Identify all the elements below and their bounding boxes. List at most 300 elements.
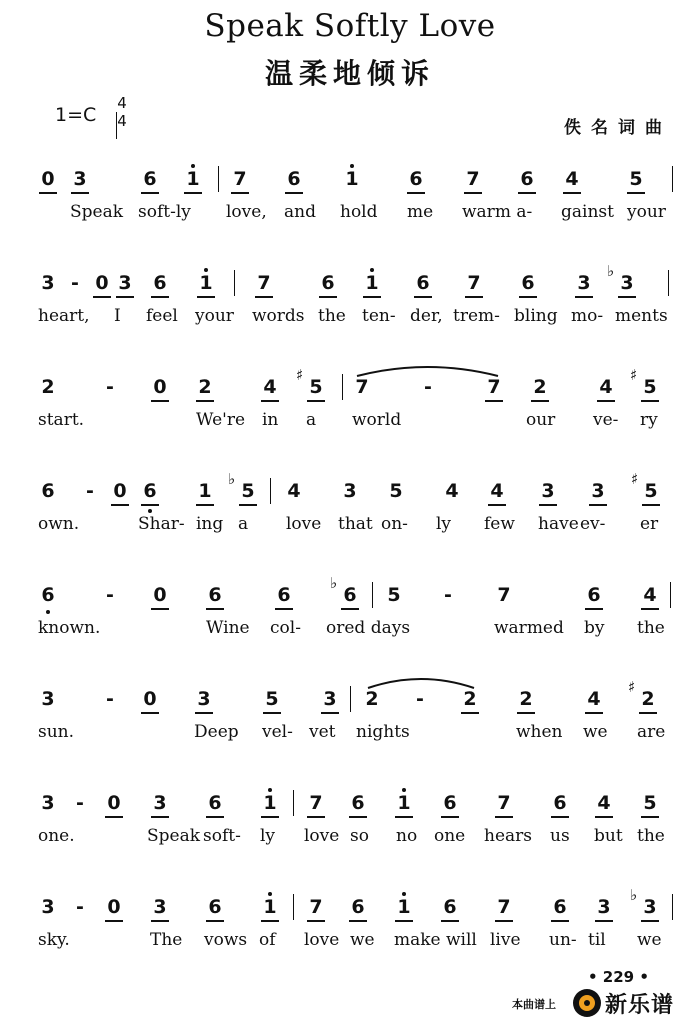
note-underline [349, 816, 367, 818]
note-underline [263, 712, 281, 714]
note: 3 [118, 272, 132, 294]
note-underline [395, 816, 413, 818]
lyric-syllable: we [637, 930, 662, 950]
note: 6 [553, 792, 567, 814]
note: 4 [599, 376, 613, 398]
note-underline [465, 296, 483, 298]
note-underline [105, 920, 123, 922]
lyric-syllable: er [640, 514, 659, 534]
note-underline [531, 400, 549, 402]
dash-extension: - [106, 688, 114, 710]
lyric-syllable: I [114, 306, 121, 326]
note-underline [239, 504, 257, 506]
note: 1 [263, 896, 277, 918]
note-underline [255, 296, 273, 298]
lyric-syllable: hears [484, 826, 532, 846]
note: 2 [519, 688, 533, 710]
note: 3 [541, 480, 555, 502]
lyric-syllable: we [583, 722, 608, 742]
note: 5 [643, 376, 657, 398]
note: 0 [95, 272, 109, 294]
note: 5 [643, 792, 657, 814]
note-underline [105, 816, 123, 818]
note-underline [275, 608, 293, 610]
lyric-syllable: are [637, 722, 666, 742]
lyric-syllable: sky. [38, 930, 70, 950]
note-underline [517, 712, 535, 714]
note: 3 [73, 168, 87, 190]
lyric-syllable: bling [514, 306, 558, 326]
note-underline [206, 920, 224, 922]
note: 6 [553, 896, 567, 918]
flat-icon: ♭ [228, 470, 236, 488]
note: 0 [41, 168, 55, 190]
note: 7 [466, 168, 480, 190]
time-signature [115, 94, 129, 130]
note-underline [563, 192, 581, 194]
octave-dot-high [191, 164, 195, 168]
site-logo: 新乐谱 [605, 993, 675, 1018]
note-underline [319, 296, 337, 298]
note: 1 [397, 896, 411, 918]
lyric-syllable: heart, [38, 306, 90, 326]
note-underline [641, 816, 659, 818]
flat-icon: ♭ [330, 574, 338, 592]
note: 0 [153, 376, 167, 398]
note-underline [151, 296, 169, 298]
note: 3 [591, 480, 605, 502]
lyric-syllable: we [350, 930, 375, 950]
note-underline [93, 296, 111, 298]
note-underline [485, 400, 503, 402]
lyric-syllable: vet [309, 722, 336, 742]
dash-extension: - [86, 480, 94, 502]
lyric-syllable: warm a- [462, 202, 533, 222]
note-underline [307, 920, 325, 922]
note: 6 [351, 896, 365, 918]
note-underline [641, 920, 659, 922]
note-underline [518, 192, 536, 194]
note: 6 [208, 896, 222, 918]
flat-icon: ♭ [607, 262, 615, 280]
song-title-chinese: 温柔地倾诉 [264, 57, 435, 90]
note: 2 [463, 688, 477, 710]
lyric-syllable: Speak [147, 826, 201, 846]
octave-dot-high [370, 268, 374, 272]
lyric-syllable: own. [38, 514, 80, 534]
lyric-syllable: of [259, 930, 276, 950]
note-underline [551, 920, 569, 922]
lyric-syllable: the [637, 826, 665, 846]
tie-arc [355, 364, 500, 378]
note-underline [307, 816, 325, 818]
note: 2 [533, 376, 547, 398]
note: 2 [198, 376, 212, 398]
sharp-icon: ♯ [296, 366, 304, 384]
note: 6 [443, 896, 457, 918]
note: 4 [490, 480, 504, 502]
note-underline [488, 504, 506, 506]
lyric-syllable: soft- [203, 826, 241, 846]
score-line [0, 792, 700, 882]
lyric-syllable: one [434, 826, 466, 846]
note-underline [495, 920, 513, 922]
lyric-syllable: der, [410, 306, 443, 326]
note: 3 [343, 480, 357, 502]
note-underline [141, 192, 159, 194]
note: 6 [520, 168, 534, 190]
note-underline [151, 816, 169, 818]
note: 6 [41, 480, 55, 502]
note: 3 [153, 792, 167, 814]
score-line [0, 168, 700, 258]
octave-dot-low [46, 610, 50, 614]
sharp-icon: ♯ [630, 366, 638, 384]
lyric-syllable: love [304, 826, 340, 846]
lyric-syllable: few [484, 514, 515, 534]
note: 6 [409, 168, 423, 190]
note-underline [585, 712, 603, 714]
note-underline [261, 920, 279, 922]
note-underline [407, 192, 425, 194]
note: 4 [287, 480, 301, 502]
bar-line [670, 582, 671, 608]
dash-extension: - [424, 376, 432, 398]
note-underline [39, 192, 57, 194]
note-underline [414, 296, 432, 298]
note-underline [618, 296, 636, 298]
score-line [0, 470, 700, 570]
score-line [0, 574, 700, 674]
dash-extension: - [71, 272, 79, 294]
tie-arc [366, 676, 476, 690]
note-underline [341, 608, 359, 610]
note: 6 [587, 584, 601, 606]
note: 6 [208, 584, 222, 606]
note: 3 [597, 896, 611, 918]
lyric-syllable: your [627, 202, 666, 222]
bar-line [668, 270, 669, 296]
lyric-syllable: words [252, 306, 305, 326]
note: 6 [351, 792, 365, 814]
lyric-syllable: ve- [593, 410, 619, 430]
note: 3 [577, 272, 591, 294]
octave-dot-high [402, 892, 406, 896]
lyric-syllable: ly [436, 514, 452, 534]
note-underline [184, 192, 202, 194]
note: 7 [309, 896, 323, 918]
note: 5 [387, 584, 401, 606]
lyric-syllable: ly [260, 826, 276, 846]
octave-dot-high [268, 788, 272, 792]
note-underline [196, 504, 214, 506]
bar-line [293, 790, 294, 816]
note: 5 [309, 376, 323, 398]
note-underline [551, 816, 569, 818]
dash-extension: - [106, 376, 114, 398]
dash-extension: - [444, 584, 452, 606]
logo-disc-icon [572, 988, 602, 1018]
note: 6 [343, 584, 357, 606]
note: 5 [389, 480, 403, 502]
note: 1 [199, 272, 213, 294]
note: 3 [643, 896, 657, 918]
score-line [0, 262, 700, 362]
note: 7 [497, 792, 511, 814]
lyric-syllable: a [238, 514, 249, 534]
lyric-syllable: no [396, 826, 418, 846]
lyric-syllable: The [150, 930, 183, 950]
lyric-syllable: so [350, 826, 369, 846]
dash-extension: - [106, 584, 114, 606]
note: 0 [143, 688, 157, 710]
lyric-syllable: and [284, 202, 316, 222]
note: 7 [257, 272, 271, 294]
note: 7 [355, 376, 369, 398]
note: 3 [620, 272, 634, 294]
lyric-syllable: our [526, 410, 556, 430]
note: 6 [143, 480, 157, 502]
note-underline [141, 712, 159, 714]
note: 6 [208, 792, 222, 814]
note: 1 [263, 792, 277, 814]
lyric-syllable: soft-ly [138, 202, 191, 222]
note-underline [585, 608, 603, 610]
lyric-syllable: the [637, 618, 665, 638]
lyric-syllable: a [306, 410, 317, 430]
bar-line [342, 374, 343, 400]
note: 4 [643, 584, 657, 606]
note-underline [197, 296, 215, 298]
note: 0 [107, 896, 121, 918]
note: 3 [41, 272, 55, 294]
lyric-syllable: vel- [262, 722, 293, 742]
note: 6 [416, 272, 430, 294]
octave-dot-high [204, 268, 208, 272]
note: 4 [565, 168, 579, 190]
lyric-syllable: ev- [580, 514, 606, 534]
score-line [0, 366, 700, 466]
note-underline [642, 504, 660, 506]
lyric-syllable: love [286, 514, 322, 534]
note-underline [151, 920, 169, 922]
lyric-syllable: us [550, 826, 570, 846]
lyric-syllable: sun. [38, 722, 75, 742]
bar-line [218, 166, 219, 192]
note: 0 [153, 584, 167, 606]
note-underline [495, 816, 513, 818]
note: 6 [41, 584, 55, 606]
composer-credit: 佚名词曲 [564, 118, 672, 138]
lyric-syllable: but [594, 826, 623, 846]
note-underline [116, 296, 134, 298]
time-top: 4 [117, 94, 127, 112]
lyric-syllable: vows [204, 930, 248, 950]
lyric-syllable: that [338, 514, 373, 534]
note: 2 [641, 688, 655, 710]
lyric-syllable: Shar- [138, 514, 185, 534]
note: 3 [323, 688, 337, 710]
bar-line [672, 166, 673, 192]
note-underline [206, 816, 224, 818]
bar-line [350, 686, 351, 712]
note-underline [141, 504, 159, 506]
note-underline [575, 296, 593, 298]
note: 6 [443, 792, 457, 814]
note: 1 [345, 168, 359, 190]
lyric-syllable: Speak [70, 202, 124, 222]
note: 5 [241, 480, 255, 502]
octave-dot-high [350, 164, 354, 168]
note: 5 [644, 480, 658, 502]
note-underline [627, 192, 645, 194]
note: 6 [321, 272, 335, 294]
note: 0 [107, 792, 121, 814]
lyric-syllable: un- [549, 930, 577, 950]
note: 3 [197, 688, 211, 710]
note: 7 [487, 376, 501, 398]
lyric-syllable: hold [340, 202, 378, 222]
lyric-syllable: your [195, 306, 234, 326]
note-underline [363, 296, 381, 298]
note: 4 [597, 792, 611, 814]
note-underline [441, 920, 459, 922]
note: 3 [41, 688, 55, 710]
note-underline [595, 816, 613, 818]
note-underline [639, 712, 657, 714]
note: 7 [467, 272, 481, 294]
note-underline [461, 712, 479, 714]
lyric-syllable: the [318, 306, 346, 326]
note: 4 [587, 688, 601, 710]
note: 7 [309, 792, 323, 814]
note-underline [597, 400, 615, 402]
note: 1 [186, 168, 200, 190]
note: 6 [153, 272, 167, 294]
lyric-syllable: Wine [206, 618, 250, 638]
footer-note: 本曲谱上 [512, 998, 556, 1011]
note-underline [519, 296, 537, 298]
note: 0 [113, 480, 127, 502]
note-underline [151, 400, 169, 402]
lyric-syllable: ten- [362, 306, 396, 326]
note-underline [395, 920, 413, 922]
note-underline [595, 920, 613, 922]
note: 6 [287, 168, 301, 190]
lyric-syllable: warmed [494, 618, 564, 638]
lyric-syllable: start. [38, 410, 85, 430]
lyric-syllable: ing [196, 514, 224, 534]
note-underline [641, 608, 659, 610]
note: 7 [497, 584, 511, 606]
lyric-syllable: col- [270, 618, 301, 638]
lyric-syllable: me [407, 202, 434, 222]
lyric-syllable: ments [615, 306, 668, 326]
bar-line [293, 894, 294, 920]
time-bottom: 4 [117, 112, 127, 130]
lyric-syllable: trem- [453, 306, 500, 326]
flat-icon: ♭ [630, 886, 638, 904]
bar-line [234, 270, 235, 296]
lyric-syllable: feel [146, 306, 178, 326]
lyric-syllable: by [584, 618, 605, 638]
sharp-icon: ♯ [631, 470, 639, 488]
bar-line [270, 478, 271, 504]
note: 3 [41, 896, 55, 918]
lyric-syllable: when [516, 722, 563, 742]
lyric-syllable: world [352, 410, 402, 430]
note-underline [261, 816, 279, 818]
key-label: 1=C [55, 104, 97, 126]
note-underline [321, 712, 339, 714]
lyric-syllable: Deep [194, 722, 239, 742]
lyric-syllable: will [446, 930, 477, 950]
note-underline [349, 920, 367, 922]
note: 4 [263, 376, 277, 398]
sharp-icon: ♯ [628, 678, 636, 696]
note-underline [195, 712, 213, 714]
note: 7 [233, 168, 247, 190]
note: 3 [153, 896, 167, 918]
note-underline [206, 608, 224, 610]
note: 4 [445, 480, 459, 502]
lyric-syllable: mo- [571, 306, 604, 326]
note-underline [261, 400, 279, 402]
octave-dot-high [268, 892, 272, 896]
lyric-syllable: in [262, 410, 279, 430]
lyric-syllable: nights [356, 722, 410, 742]
note: 7 [497, 896, 511, 918]
note: 3 [41, 792, 55, 814]
octave-dot-high [402, 788, 406, 792]
lyric-syllable: love, [226, 202, 267, 222]
note-underline [71, 192, 89, 194]
note: 2 [41, 376, 55, 398]
lyric-syllable: love [304, 930, 340, 950]
note-underline [539, 504, 557, 506]
lyric-syllable: have [538, 514, 579, 534]
note-underline [641, 400, 659, 402]
note-underline [196, 400, 214, 402]
bar-line [372, 582, 373, 608]
note: 6 [277, 584, 291, 606]
dash-extension: - [416, 688, 424, 710]
lyric-syllable: live [490, 930, 521, 950]
lyric-syllable: gainst [561, 202, 614, 222]
note-underline [464, 192, 482, 194]
note-underline [441, 816, 459, 818]
note: 1 [397, 792, 411, 814]
note: 1 [365, 272, 379, 294]
note: 2 [365, 688, 379, 710]
note-underline [285, 192, 303, 194]
lyric-syllable: make [394, 930, 441, 950]
lyric-syllable: on- [381, 514, 408, 534]
key-signature [55, 94, 127, 130]
lyric-syllable: We're [196, 410, 246, 430]
note-underline [231, 192, 249, 194]
note: 6 [521, 272, 535, 294]
lyric-syllable: ry [640, 410, 658, 430]
note-underline [111, 504, 129, 506]
note-underline [589, 504, 607, 506]
note: 5 [629, 168, 643, 190]
octave-dot-low [148, 509, 152, 513]
page-number: • 229 • [588, 968, 649, 986]
lyric-syllable: known. [38, 618, 101, 638]
dash-extension: - [76, 896, 84, 918]
song-title-english: Speak Softly Love [204, 8, 496, 44]
